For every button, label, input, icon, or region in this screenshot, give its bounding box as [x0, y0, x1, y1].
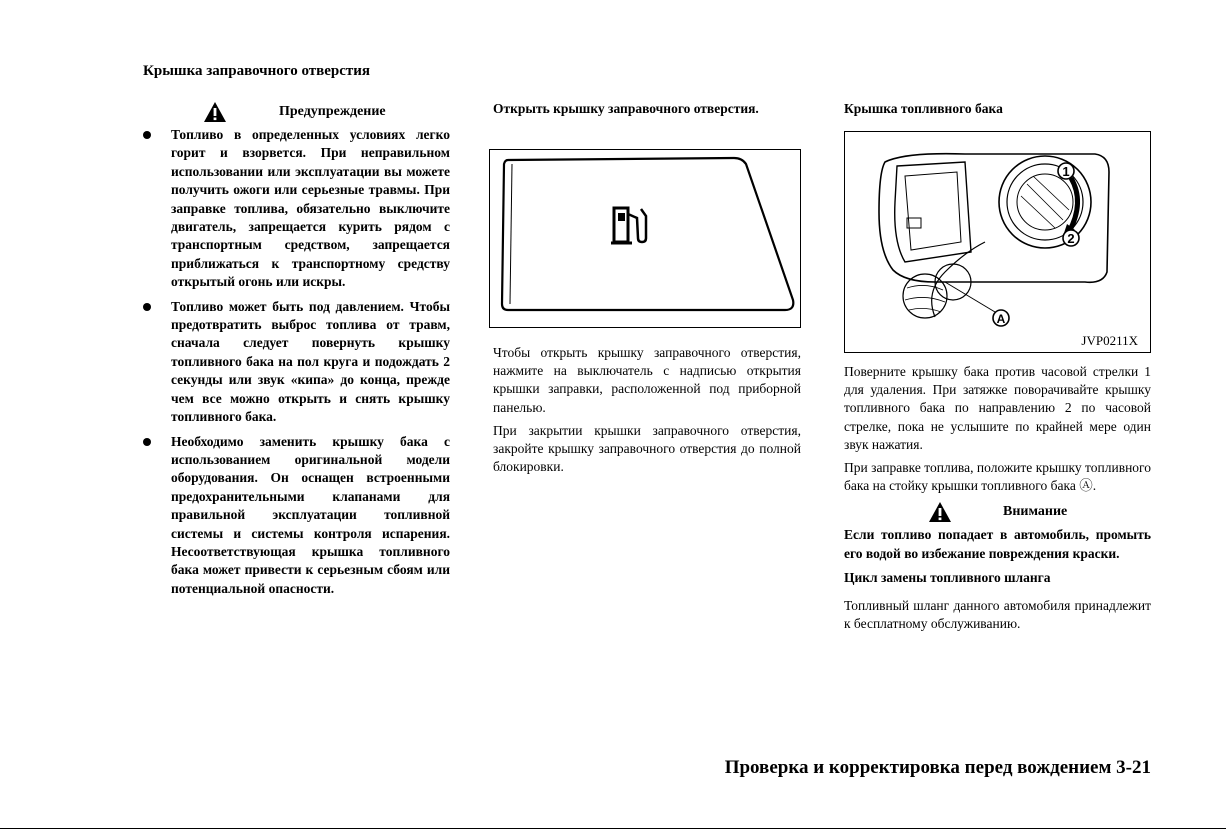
warning-column: [143, 100, 450, 604]
svg-text:2: 2: [1067, 231, 1075, 246]
figure-code: JVP0211X: [1081, 333, 1138, 348]
open-cap-heading: Открыть крышку заправочного отверстия.: [493, 101, 759, 116]
list-item: [143, 126, 450, 292]
callout-a-icon: [993, 310, 1009, 326]
section-title: Крышка заправочного отверстия: [143, 63, 371, 79]
warning-list: [143, 126, 450, 598]
list-item-text: Топливо в определенных условиях легко горит и взорвется. При неправильном использовании или эксплуатации вы можете получить ожоги или серьезные травмы. При заправке топлива, обязательно выключите двигатель, запрещается курить рядом с транспортным средством, запрещается приближаться к транспортному средству открытый огонь или искры.: [171, 127, 450, 290]
open-instructions: Чтобы открыть крышку заправочного отверстия, нажмите на выключатель с надписью открытия крышки заправки, расположенной под приборной панелью.: [493, 345, 801, 415]
caution-header: [844, 500, 1151, 524]
fuel-cap-illustration: [845, 132, 1150, 352]
warning-triangle-icon: [203, 101, 227, 123]
bullet-icon: [143, 303, 151, 311]
bullet-icon: [143, 438, 151, 446]
warning-header: [143, 100, 450, 124]
warning-title: Предупреждение: [279, 104, 386, 119]
page-footer: Проверка и корректировка перед вождением 3-21: [724, 757, 1151, 778]
close-instructions: При закрытии крышки заправочного отверстия, закройте крышку заправочного отверстия до полной блокировки.: [493, 422, 801, 475]
open-cap-text: [493, 344, 801, 481]
cap-instructions: Поверните крышку бака против часовой стрелки 1 для удаления. При затяжке поворачивайте крышку топливного бака по направлению 2 по часовой стрелке, пока не услышите по крайней мере один звук нажатия.: [844, 364, 1151, 452]
fuel-cap-figure: [844, 131, 1151, 353]
svg-text:A: A: [996, 312, 1006, 326]
callout-1-icon: [1058, 163, 1074, 179]
svg-text:1: 1: [1062, 164, 1070, 179]
fuel-cap-text: [844, 363, 1151, 638]
hose-text: Топливный шланг данного автомобиля принадлежит к бесплатному обслуживанию.: [844, 597, 1151, 632]
warning-triangle-icon: [928, 501, 952, 523]
hose-heading: Цикл замены топливного шланга: [844, 569, 1051, 585]
caution-text: Если топливо попадает в автомобиль, промыть его водой во избежание повреждения краски.: [844, 527, 1151, 561]
fuel-door-illustration: [490, 150, 800, 327]
list-item: [143, 298, 450, 427]
fuel-cap-heading: Крышка топливного бака: [844, 101, 1003, 116]
fuel-pump-icon: [611, 208, 646, 243]
list-item: [143, 433, 450, 599]
fuel-cap-column: [844, 100, 1151, 118]
open-cap-column: [493, 100, 801, 118]
list-item-text: Топливо может быть под давлением. Чтобы предотвратить выброс топлива от травм, сначала следует повернуть крышку топливного бака на пол круга и подождать 2 секунды или звук «кипа» до конца, прежде чем все можно открыть и снять крышку топливного бака.: [171, 298, 450, 425]
caution-title: Внимание: [1003, 504, 1068, 520]
fuel-door-switch-figure: [489, 149, 801, 328]
list-item-text: Необходимо заменить крышку бака с использованием оригинальной модели оборудования. Он оснащен встроенными предохранительными клапанами для правильной эксплуатации топливной системы и системы контроля испарения. Несоответствующая крышка топливного бака может привести к серьезным сбоям или потенциальной опасности.: [171, 433, 450, 596]
callout-2-icon: [1063, 230, 1079, 246]
cap-rest-instructions: При заправке топлива, положите крышку топливного бака на стойку крышки топливного бака Ⓐ.: [844, 460, 1151, 494]
bullet-icon: [143, 131, 151, 139]
